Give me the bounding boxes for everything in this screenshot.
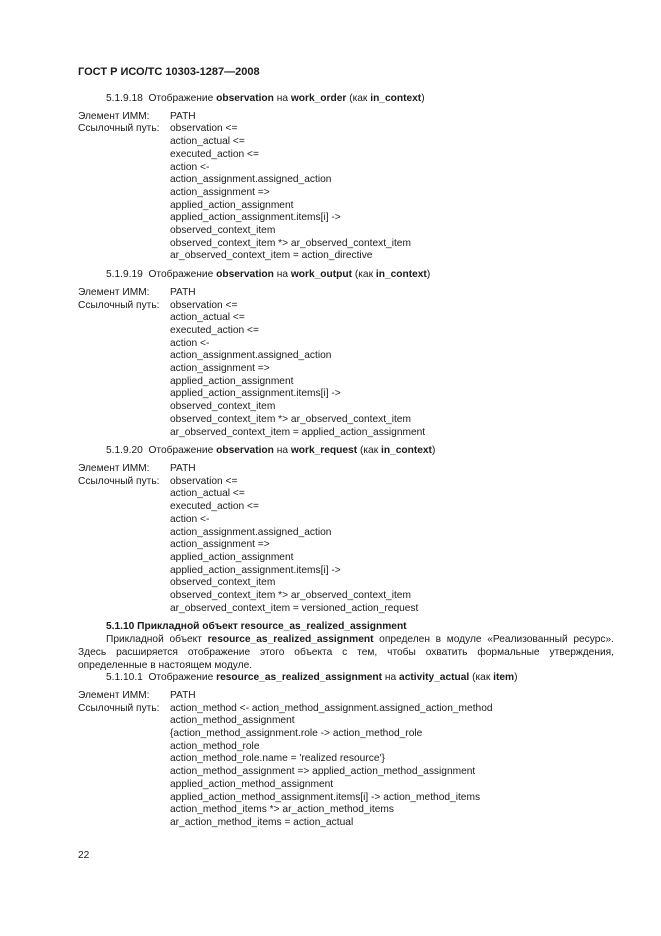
path-line: executed_action <=: [170, 501, 259, 513]
path-line: executed_action <=: [170, 324, 259, 336]
para-text-a: Прикладной объект: [106, 634, 202, 646]
element-label-row: Элемент ИММ: PATH: [78, 110, 196, 122]
mapping-section: [78, 93, 614, 263]
path-line: applied_action_assignment.items[i] ->: [170, 388, 341, 400]
path-line: applied_action_assignment.items[i] ->: [170, 212, 341, 224]
path-line: action_method_role.name = 'realized resource'}: [170, 753, 385, 765]
path-line: ar_observed_context_item = versioned_action_request: [170, 602, 419, 614]
para-object-name: resource_as_realized_assignment: [207, 634, 374, 646]
path-line: observed_context_item: [170, 225, 276, 237]
path-line: applied_action_assignment: [170, 551, 294, 563]
section-heading: 5.1.9.20 Отображение observation на work_request (как in_context): [106, 445, 436, 457]
path-line: applied_action_method_assignment: [170, 778, 334, 790]
mapping-section-last: [78, 672, 614, 829]
object-section-title: 5.1.10 Прикладной объект resource_as_realized_assignment: [106, 621, 407, 633]
reference-path: Ссылочный путь: observation <= action_actual <= executed_action <= action <- action_assignment.assigned_action action_assignment => applied_action_assignment applied_action_assignment.items[i] -> observed_context_item observed_context_item *> ar_observed_context_item ar_observed_context_item = versioned_action_request: [78, 475, 419, 614]
section-heading: 5.1.10.1 Отображение resource_as_realized_assignment на activity_actual (как item): [106, 672, 518, 684]
path-line: action_assignment =>: [170, 363, 270, 375]
reference-path: Ссылочный путь: observation <= action_actual <= executed_action <= action <- action_assignment.assigned_action action_assignment => applied_action_assignment applied_action_assignment.items[i] -> observed_context_item observed_context_item *> ar_observed_context_item ar_observed_context_item = applied_action_assignment: [78, 299, 426, 438]
path-line: executed_action <=: [170, 148, 259, 160]
reference-path: Ссылочный путь: action_method <- action_method_assignment.assigned_action_method action_method_assignment {action_method_assignment.role -> action_method_role action_method_role action_method_role.name = 'realized resource'} action_method_assignment => applied_action_method_assignment applied_action_method_assignment applied_action_method_assignment.items[i] -> action_method_items action_method_items *> ar_action_method_items ar_action_method_items = action_actual: [78, 702, 493, 828]
path-line: action_method_assignment => applied_action_method_assignment: [170, 766, 476, 778]
path-line: action <-: [170, 513, 210, 525]
element-label-row: Элемент ИММ: PATH: [78, 462, 196, 474]
element-label-row: Элемент ИММ: PATH: [78, 689, 196, 701]
path-line: action <-: [170, 161, 210, 173]
path-line: action_assignment.assigned_action: [170, 174, 332, 186]
path-line: action_method_items *> ar_action_method_items: [170, 804, 394, 816]
path-line: applied_action_assignment: [170, 199, 294, 211]
path-line: applied_action_method_assignment.items[i] -> action_method_items: [170, 791, 481, 803]
document-body: [78, 93, 614, 836]
path-line: ar_action_method_items = action_actual: [170, 816, 354, 828]
path-line: observation <=: [170, 475, 238, 487]
path-line: action_assignment =>: [170, 186, 270, 198]
path-line: {action_method_assignment.role -> action_method_role: [170, 728, 423, 740]
page-number: 22: [78, 850, 90, 861]
reference-path: Ссылочный путь: observation <= action_actual <= executed_action <= action <- action_assignment.assigned_action action_assignment => applied_action_assignment applied_action_assignment.items[i] -> observed_context_item observed_context_item *> ar_observed_context_item ar_observed_context_item = action_directive: [78, 123, 411, 262]
section-heading: 5.1.9.18 Отображение observation на work_order (как in_context): [106, 93, 425, 104]
path-line: action_assignment =>: [170, 539, 270, 551]
path-line: applied_action_assignment: [170, 375, 294, 387]
para-text-c: определен в модуле «Реализованный ресурс». Здесь расширяется отображение этого объекта с тем, чтобы охватить формальные утверждения, определенные в настоящем модуле.: [78, 634, 614, 671]
section-heading: 5.1.9.19 Отображение observation на work_output (как in_context): [106, 269, 431, 281]
path-line: applied_action_assignment.items[i] ->: [170, 564, 341, 576]
path-line: observed_context_item *> ar_observed_context_item: [170, 413, 411, 425]
path-line: observed_context_item: [170, 577, 276, 589]
path-line: observed_context_item: [170, 401, 276, 413]
path-line: action_actual <=: [170, 312, 245, 324]
path-line: observation <=: [170, 299, 238, 311]
path-line: observed_context_item *> ar_observed_context_item: [170, 590, 411, 602]
path-line: action_assignment.assigned_action: [170, 526, 332, 538]
path-line: action_method <- action_method_assignment.assigned_action_method: [170, 702, 493, 714]
path-line: ar_observed_context_item = applied_action_assignment: [170, 426, 426, 438]
path-line: ar_observed_context_item = action_directive: [170, 250, 373, 262]
path-line: action_assignment.assigned_action: [170, 350, 332, 362]
path-line: action_method_role: [170, 740, 260, 752]
path-line: action_method_assignment: [170, 715, 295, 727]
path-line: observed_context_item *> ar_observed_context_item: [170, 237, 411, 249]
page-header: ГОСТ Р ИСО/ТС 10303-1287—2008: [78, 66, 260, 78]
object-section-paragraph: [78, 634, 614, 672]
mapping-sections: [78, 93, 614, 615]
element-label-row: Элемент ИММ: PATH: [78, 286, 196, 298]
path-line: action_actual <=: [170, 488, 245, 500]
mapping-section: [78, 445, 614, 615]
path-line: action <-: [170, 337, 210, 349]
path-line: action_actual <=: [170, 136, 245, 148]
path-line: observation <=: [170, 123, 238, 135]
mapping-section: [78, 269, 614, 439]
